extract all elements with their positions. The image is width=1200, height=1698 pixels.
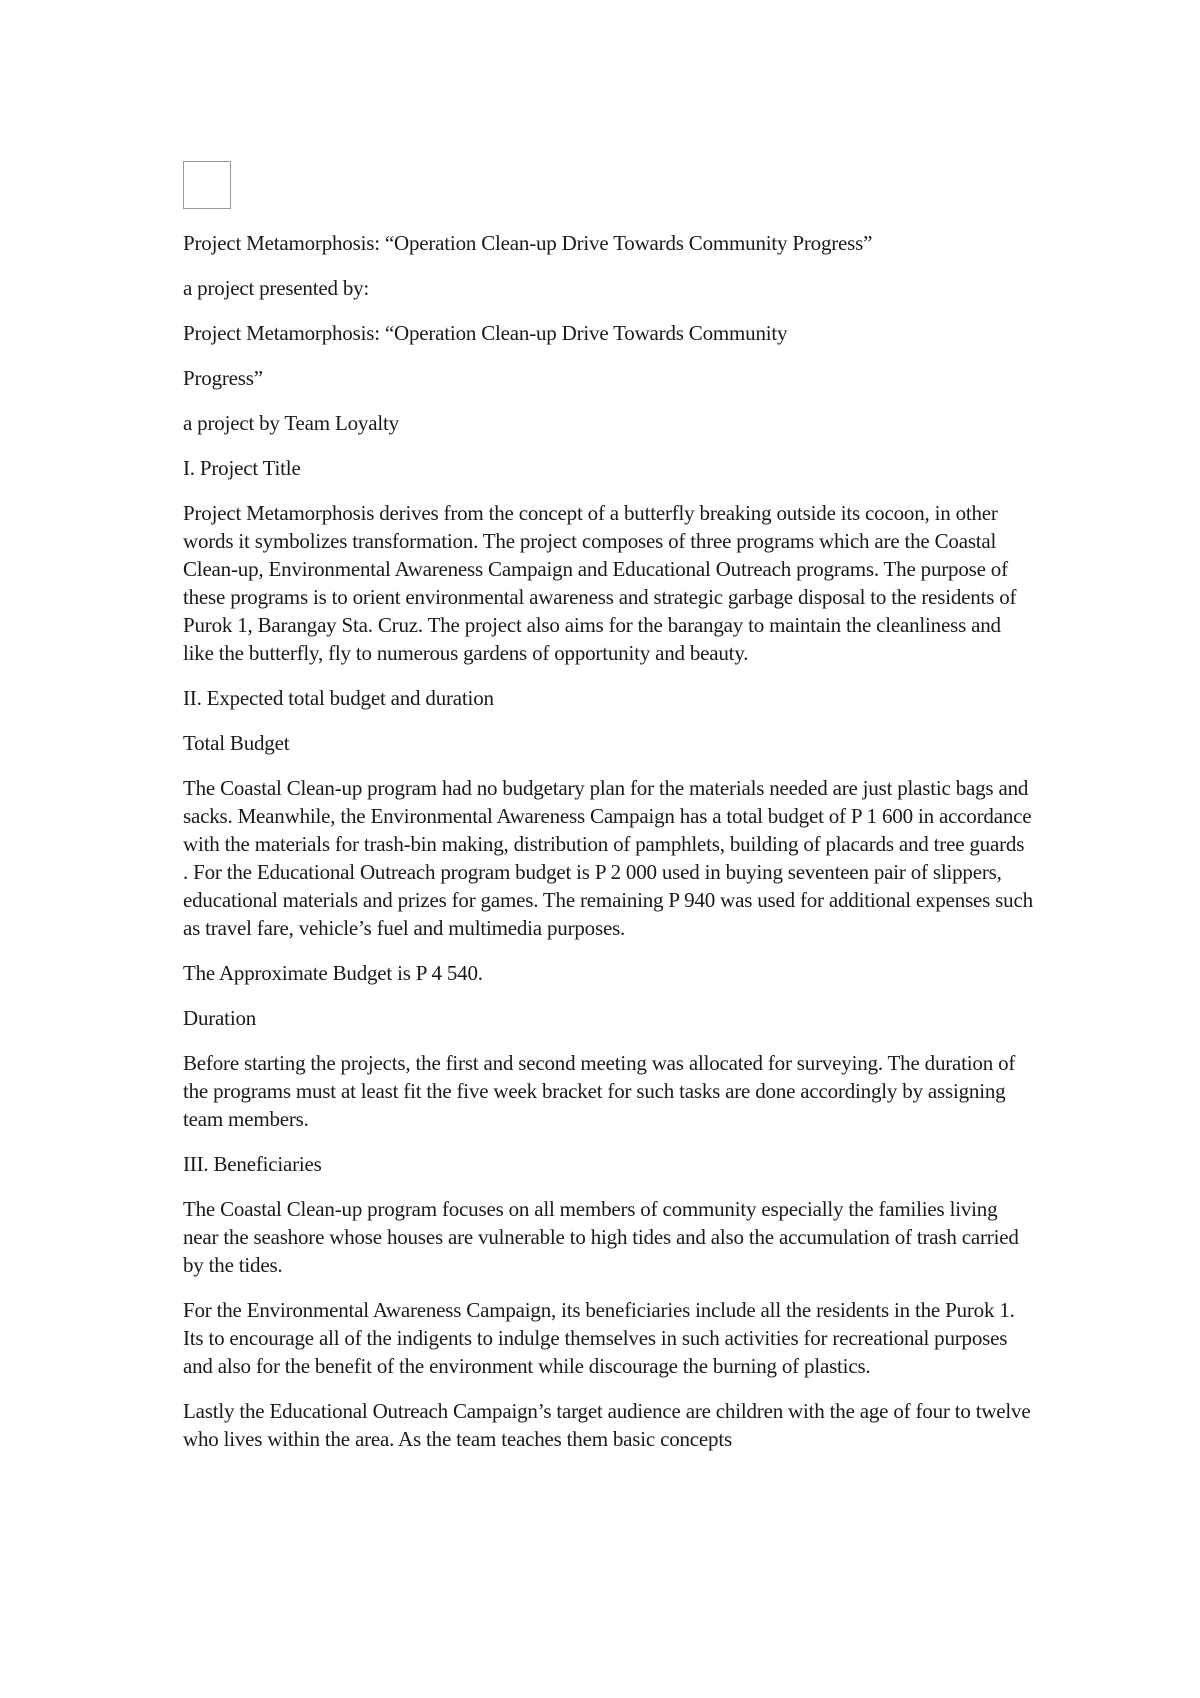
- environmental-beneficiaries-paragraph: For the Environmental Awareness Campaign, its beneficiaries include all the residents in the Purok 1. Its to encourage all of the indigents to indulge themselves in such activities for recreational purposes and also for the benefit of the environment while discourage the burning of plastics.: [183, 1298, 1015, 1378]
- duration-paragraph: Before starting the projects, the first and second meeting was allocated for surveying. The duration of the programs must at least fit the five week bracket for such tasks are done accordingly by assigning team members.: [183, 1051, 1016, 1131]
- document-page: [183, 161, 1033, 1470]
- document-title-line: Project Metamorphosis: “Operation Clean-up Drive Towards Community Progress”: [183, 231, 873, 255]
- presented-by-line: a project presented by:: [183, 276, 370, 300]
- approximate-budget-line: The Approximate Budget is P 4 540.: [183, 961, 483, 985]
- image-placeholder-icon: [183, 161, 231, 209]
- project-name-continuation: Progress”: [183, 366, 263, 390]
- section-heading-beneficiaries: III. Beneficiaries: [183, 1152, 322, 1176]
- subheading-duration: Duration: [183, 1006, 257, 1030]
- coastal-beneficiaries-paragraph: The Coastal Clean-up program focuses on all members of community especially the families living near the seashore whose houses are vulnerable to high tides and also the accumulation of trash carried by the tides.: [183, 1197, 1019, 1277]
- budget-paragraph: The Coastal Clean-up program had no budgetary plan for the materials needed are just plastic bags and sacks. Meanwhile, the Environmental Awareness Campaign has a total budget of P 1 600 in accordance with the materials for trash-bin making, distribution of pamphlets, building of placards and tree guards . For the Educational Outreach program budget is P 2 000 used in buying seventeen pair of slippers, educational materials and prizes for games. The remaining P 940 was used for additional expenses such as travel fare, vehicle’s fuel and multimedia purposes.: [183, 776, 1033, 940]
- section-heading-budget-duration: II. Expected total budget and duration: [183, 686, 494, 710]
- educational-beneficiaries-paragraph: Lastly the Educational Outreach Campaign’s target audience are children with the age of four to twelve who lives within the area. As the team teaches them basic concepts: [183, 1399, 1031, 1451]
- subheading-total-budget: Total Budget: [183, 731, 290, 755]
- section-heading-project-title: I. Project Title: [183, 456, 301, 480]
- project-name-line: Project Metamorphosis: “Operation Clean-up Drive Towards Community: [183, 321, 788, 345]
- team-line: a project by Team Loyalty: [183, 411, 399, 435]
- project-description-paragraph: Project Metamorphosis derives from the concept of a butterfly breaking outside its cocoon, in other words it symbolizes transformation. The project composes of three programs which are the Coastal Clean-up, Environmental Awareness Campaign and Educational Outreach programs. The purpose of these programs is to orient environmental awareness and strategic garbage disposal to the residents of Purok 1, Barangay Sta. Cruz. The project also aims for the barangay to maintain the cleanliness and like the butterfly, fly to numerous gardens of opportunity and beauty.: [183, 501, 1017, 665]
